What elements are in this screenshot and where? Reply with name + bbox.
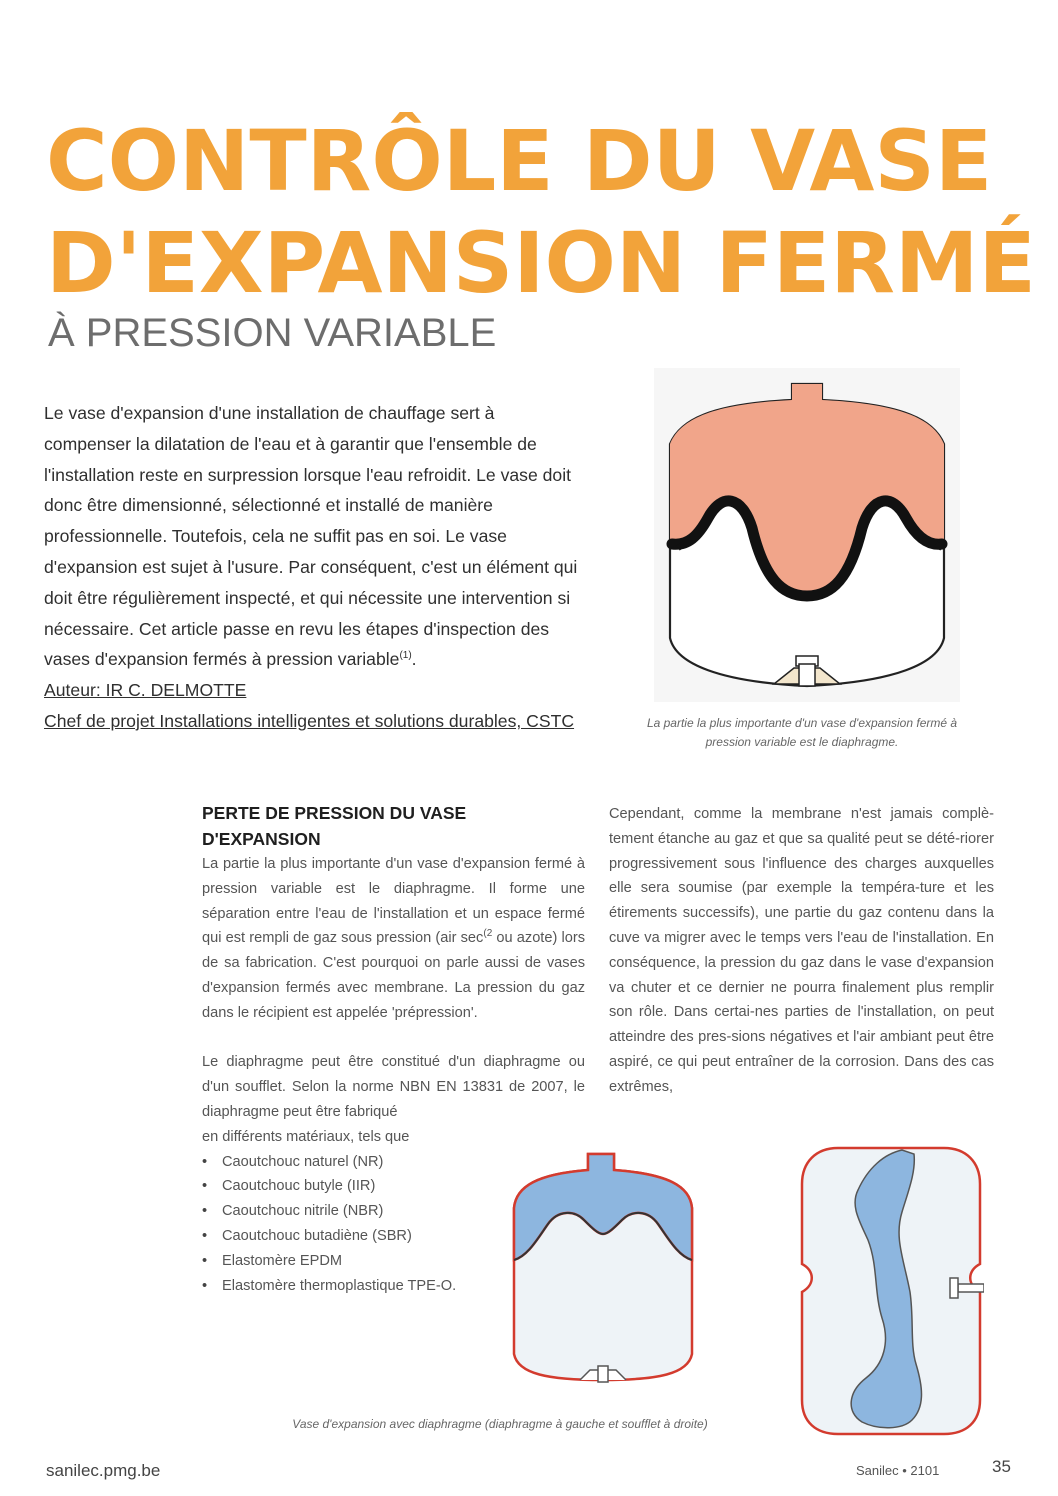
- materials-intro: en différents matériaux, tels que: [202, 1128, 410, 1145]
- footnote-ref-1: (1): [399, 650, 412, 662]
- diaphragm-vessel-illustration: [654, 368, 960, 702]
- section-paragraph-3: Cependant, comme la membrane n'est jamais complè-tement étanche au gaz et que sa qualité peut se dété-riorer progressivement sous l'influence des charges auxquelles elle sera soumise (par exemple la tempéra-ture et les étirements successifs), une partie du gaz contenu dans la cuve va migrer avec le temps vers l'eau de l'installation. En conséquence, la pression du gaz dans le vase d'expansion va chuter et ce dernier ne pourra finalement plus remplir son rôle. Dans certai-nes parties de l'installation, on peut atteindre des pres-sions négatives et l'air ambiant peut être aspiré, ce qui peut entraîner de la corrosion. Dans des cas extrêmes,: [609, 806, 994, 1095]
- author-role-link[interactable]: Chef de projet Installations intelligentes et solutions durables, CSTC: [44, 710, 575, 731]
- page-number: 35: [992, 1457, 1011, 1476]
- list-item: • Elastomère thermoplastique TPE-O.: [202, 1274, 585, 1299]
- list-item: • Caoutchouc butadiène (SBR): [202, 1224, 585, 1249]
- section-heading: PERTE DE PRESSION DU VASE D'EXPANSION: [202, 803, 467, 849]
- figure-1-caption: La partie la plus importante d'un vase d'expansion fermé à pression variable est le diaphragme.: [646, 716, 958, 749]
- article-title: [46, 110, 1046, 314]
- footnote-ref-2: (2: [483, 928, 493, 940]
- intro-block: [44, 398, 584, 737]
- title-line-2: D'EXPANSION FERMÉ: [46, 214, 1036, 312]
- bellows-vessel-icon: [798, 1142, 984, 1440]
- list-item: • Caoutchouc naturel (NR): [202, 1150, 585, 1175]
- intro-paragraph: Le vase d'expansion d'une installation de chauffage sert à compenser la dilatation de l'eau et à garantir que l'ensemble de l'installation reste en surpression lorsque l'eau refroidit. Le vase doit donc être dimensionné, sélectionné et installé de manière professionnelle. Toutefois, cela ne suffit pas en soi. Le vase d'expansion est sujet à l'usure. Par conséquent, c'est un élément qui doit être régulièrement inspecté, et qui nécessite une intervention si nécessaire. Cet article passe en revu les étapes d'inspection des vases d'expansion fermés à pression variable$^{(1)}$.: [44, 403, 578, 670]
- list-item: • Elastomère EPDM: [202, 1249, 585, 1274]
- title-line-1: CONTRÔLE DU VASE: [46, 112, 993, 210]
- list-item: • Caoutchouc butyle (IIR): [202, 1174, 585, 1199]
- footer-site-link[interactable]: sanilec.pmg.be: [46, 1461, 161, 1480]
- footer-magazine-issue: Sanilec • 2101: [856, 1463, 940, 1478]
- section-column-2: [609, 802, 994, 1100]
- list-item: • Caoutchouc nitrile (NBR): [202, 1199, 585, 1224]
- author-link[interactable]: Auteur: IR C. DELMOTTE: [44, 680, 247, 701]
- article-subtitle: À PRESSION VARIABLE: [48, 311, 497, 355]
- diaphragm-vessel-icon: [508, 1148, 698, 1388]
- section-paragraph-1: La partie la plus importante d'un vase d'expansion fermé à pression variable est le diaphragme. Il forme une séparation entre l'eau de l'installation et un espace fermé qui est rempli de gaz sous pression (air $\sec^{(2}$ ou azote) lors de sa fabrication. C'est pourquoi on parle aussi de vases d'expansion fermés avec membrane. La pression du gaz dans le récipient est appelée 'prépression'.: [202, 856, 585, 1021]
- figure-2-caption: Vase d'expansion avec diaphragme (diaphragme à gauche et soufflet à droite): [292, 1417, 708, 1431]
- section-paragraph-2: Le diaphragme peut être constitué d'un diaphragme ou d'un soufflet. Selon la norme NBN EN 13831 de 2007, le diaphragme peut être fabriqué: [202, 1054, 585, 1120]
